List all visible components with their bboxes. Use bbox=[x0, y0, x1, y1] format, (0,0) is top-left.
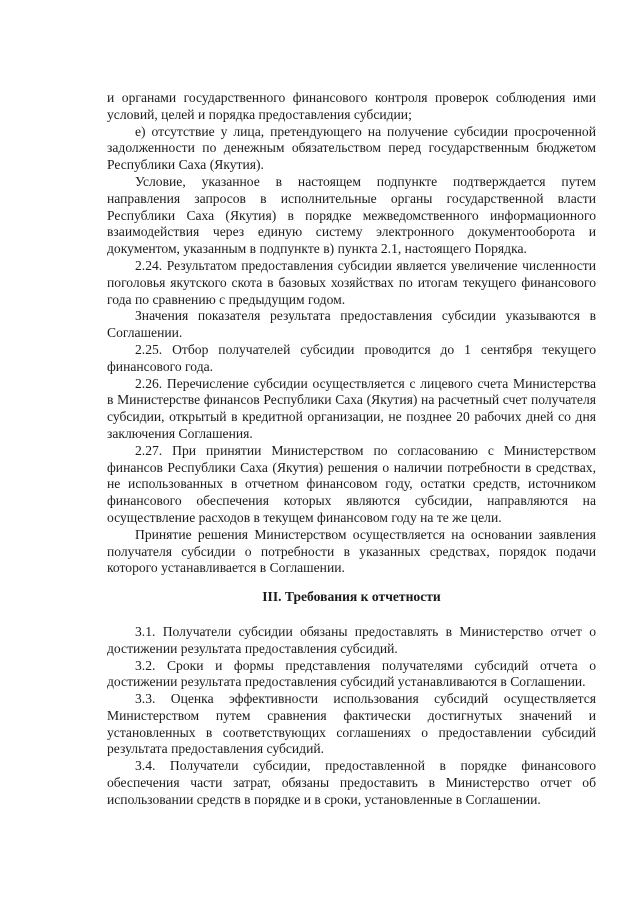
document-page bbox=[107, 90, 596, 809]
paragraph-2-27: 2.27. При принятии Министерством по согласованию с Министерством финансов Республики Саха (Якутия) решения о наличии потребности в средствах, не использованных в отчетном финансовом году, остатки средств, источником финансового обеспечения которых являются субсидии, направляются на осуществление расходов в текущем финансовом году на те же цели. bbox=[107, 442, 596, 525]
paragraph-3-4: 3.4. Получатели субсидии, предоставленной в порядке финансового обеспечения части затрат, обязаны предоставить в Министерство отчет об использовании средств в порядке и в сроки, установленные в Соглашении. bbox=[107, 758, 596, 807]
paragraph-3-1: 3.1. Получатели субсидии обязаны предоставлять в Министерство отчет о достижении результата предоставления субсидий. bbox=[107, 623, 596, 656]
section-title: III. Требования к отчетности bbox=[262, 589, 441, 605]
paragraph-continuation: и органами государственного финансового контроля проверок соблюдения ими условий, целей и порядка предоставления субсидии; bbox=[107, 90, 596, 122]
paragraph-3-3: 3.3. Оценка эффективности использования субсидий осуществляется Министерством путем сравнения фактически достигнутых значений и установленных в соответствующих соглашениях о предоставлении субсидий результата предоставления субсидий. bbox=[107, 691, 596, 757]
paragraph-2-24: 2.24. Результатом предоставления субсидии является увеличение численности поголовья якутского скота в базовых хозяйствах по итогам текущего финансового года по сравнению с предыдущим годом. bbox=[107, 257, 596, 307]
paragraph-2-25: 2.25. Отбор получателей субсидии проводится до 1 сентября текущего финансового года. bbox=[107, 341, 596, 374]
paragraph-3-2: 3.2. Сроки и формы представления получателями субсидий отчета о достижении результата предоставления субсидий устанавливаются в Соглашении. bbox=[107, 657, 596, 690]
paragraph-indicator-values: Значения показателя результата предоставления субсидии указываются в Соглашении. bbox=[107, 308, 596, 341]
paragraph-condition: Условие, указанное в настоящем подпункте подтверждается путем направления запросов в исполнительные органы государственной власти Республики Саха (Якутия) в порядке межведомственного информационного взаимодействия через единую систему электронного документооборота и документом, указанным в подпункте в) пункта 2.1, настоящего Порядка. bbox=[107, 173, 596, 257]
paragraph-item-e: е) отсутствие у лица, претендующего на получение субсидии просроченной задолженности по денежным обязательством перед государственным бюджетом Республики Саха (Якутия). bbox=[107, 123, 596, 173]
paragraph-2-26: 2.26. Перечисление субсидии осуществляется с лицевого счета Министерства в Министерстве финансов Республики Саха (Якутия) на расчетный счет получателя субсидии, открытый в кредитной организации, не позднее 20 рабочих дней со дня заключения Соглашения. bbox=[107, 375, 596, 441]
paragraph-decision: Принятие решения Министерством осуществляется на основании заявления получателя субсидии о потребности в указанных средствах, порядок подачи которого устанавливается в Соглашении. bbox=[107, 526, 596, 576]
